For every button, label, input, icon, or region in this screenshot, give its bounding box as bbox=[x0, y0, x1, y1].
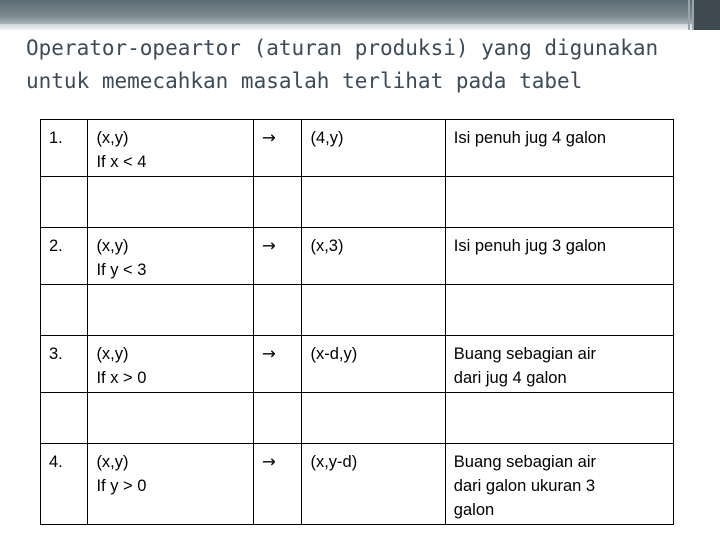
rule-result: (x,3) bbox=[302, 228, 445, 285]
arrow-icon: → bbox=[254, 228, 302, 285]
empty-cell bbox=[302, 285, 445, 336]
empty-cell bbox=[88, 177, 254, 228]
rule-result: (x-d,y) bbox=[302, 336, 445, 393]
table-row bbox=[41, 444, 674, 525]
rule-condition: (x,y) If y < 3 bbox=[88, 228, 254, 285]
empty-cell bbox=[302, 393, 445, 444]
header-accent-strip bbox=[0, 24, 720, 30]
rule-result: (x,y-d) bbox=[302, 444, 445, 525]
empty-cell bbox=[302, 177, 445, 228]
rule-condition: (x,y) If y > 0 bbox=[88, 444, 254, 525]
empty-cell bbox=[445, 177, 673, 228]
rule-description: Buang sebagian air dari galon ukuran 3 galon bbox=[445, 444, 673, 525]
rule-number: 4. bbox=[41, 444, 88, 525]
table-row bbox=[41, 228, 674, 285]
rule-description: Buang sebagian air dari jug 4 galon bbox=[445, 336, 673, 393]
table-row-empty bbox=[41, 177, 674, 228]
table-row-empty bbox=[41, 393, 674, 444]
rule-result: (4,y) bbox=[302, 120, 445, 177]
empty-cell bbox=[254, 393, 302, 444]
arrow-icon: → bbox=[254, 444, 302, 525]
rule-number: 3. bbox=[41, 336, 88, 393]
empty-cell bbox=[41, 285, 88, 336]
empty-cell bbox=[254, 177, 302, 228]
table-row-empty bbox=[41, 285, 674, 336]
header-band bbox=[0, 0, 720, 24]
rule-number: 2. bbox=[41, 228, 88, 285]
table-row bbox=[41, 120, 674, 177]
empty-cell bbox=[41, 177, 88, 228]
empty-cell bbox=[445, 285, 673, 336]
empty-cell bbox=[445, 393, 673, 444]
empty-cell bbox=[88, 393, 254, 444]
arrow-icon: → bbox=[254, 120, 302, 177]
table-row bbox=[41, 336, 674, 393]
header-divider-line bbox=[688, 0, 690, 30]
rule-number: 1. bbox=[41, 120, 88, 177]
empty-cell bbox=[41, 393, 88, 444]
rule-description: Isi penuh jug 3 galon bbox=[445, 228, 673, 285]
slide-title: Operator-opeartor (aturan produksi) yang digunakan untuk memecahkan masalah terlihat pada tabel bbox=[26, 36, 659, 93]
rule-condition: (x,y) If x < 4 bbox=[88, 120, 254, 177]
header-corner-block bbox=[694, 0, 720, 30]
arrow-icon: → bbox=[254, 336, 302, 393]
empty-cell bbox=[254, 285, 302, 336]
rule-description: Isi penuh jug 4 galon bbox=[445, 120, 673, 177]
rule-condition: (x,y) If x > 0 bbox=[88, 336, 254, 393]
production-rules-table bbox=[40, 119, 674, 525]
empty-cell bbox=[88, 285, 254, 336]
